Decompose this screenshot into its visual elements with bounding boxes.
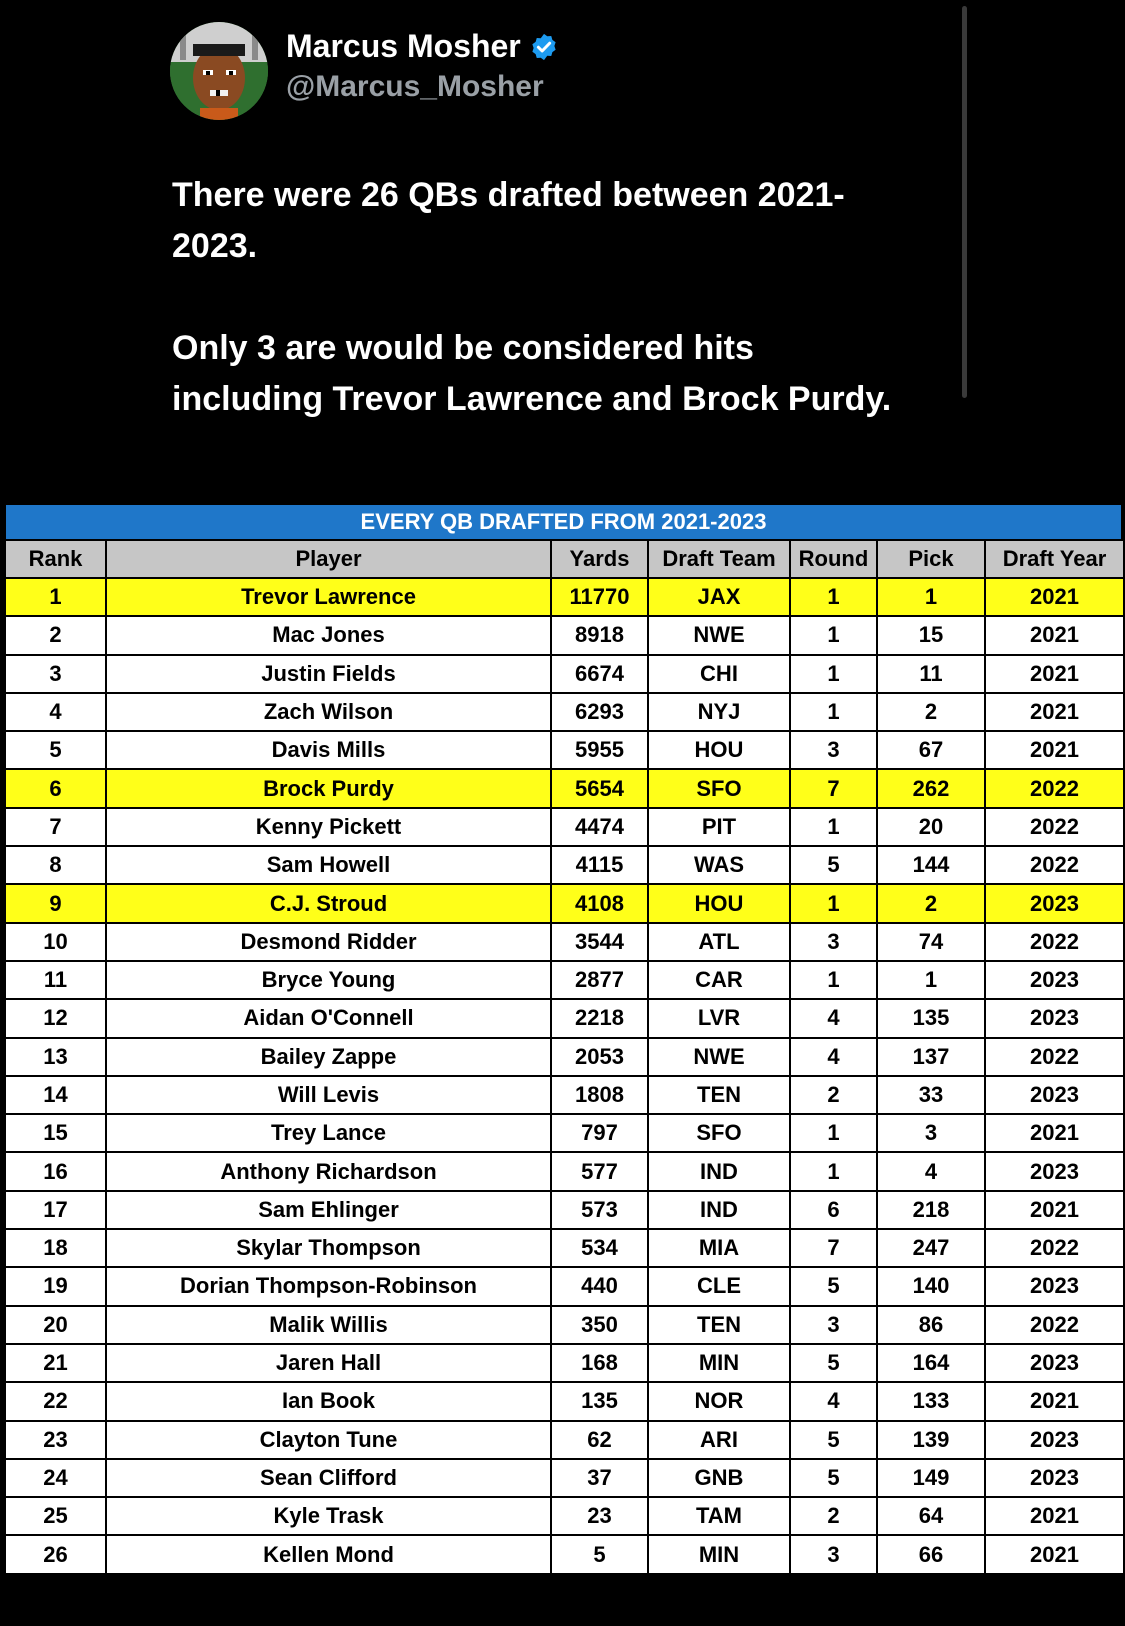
pick-cell: 74 (877, 923, 985, 961)
team-cell: PIT (648, 808, 790, 846)
table-row (5, 769, 1124, 807)
team-cell: WAS (648, 846, 790, 884)
year-cell: 2023 (985, 1459, 1124, 1497)
yards-cell: 23 (551, 1497, 648, 1535)
yards-cell: 440 (551, 1267, 648, 1305)
column-header-draft-team: Draft Team (648, 540, 790, 578)
column-header-pick: Pick (877, 540, 985, 578)
rank-cell: 14 (5, 1076, 106, 1114)
pick-cell: 33 (877, 1076, 985, 1114)
table-row (5, 1497, 1124, 1535)
pick-cell: 133 (877, 1382, 985, 1420)
avatar[interactable] (170, 22, 268, 120)
year-cell: 2023 (985, 1344, 1124, 1382)
pick-cell: 66 (877, 1535, 985, 1573)
rank-cell: 24 (5, 1459, 106, 1497)
rank-cell: 21 (5, 1344, 106, 1382)
rank-cell: 3 (5, 655, 106, 693)
pick-cell: 3 (877, 1114, 985, 1152)
player-cell: Skylar Thompson (106, 1229, 551, 1267)
player-cell: Mac Jones (106, 616, 551, 654)
rank-cell: 12 (5, 999, 106, 1037)
table-row (5, 693, 1124, 731)
pick-cell: 64 (877, 1497, 985, 1535)
verified-badge-icon (529, 32, 559, 62)
scrollbar[interactable] (962, 6, 967, 398)
yards-cell: 3544 (551, 923, 648, 961)
table-row (5, 999, 1124, 1037)
team-cell: SFO (648, 769, 790, 807)
round-cell: 1 (790, 693, 877, 731)
player-cell: Brock Purdy (106, 769, 551, 807)
pick-cell: 2 (877, 693, 985, 731)
round-cell: 5 (790, 1344, 877, 1382)
round-cell: 3 (790, 1306, 877, 1344)
yards-cell: 62 (551, 1421, 648, 1459)
round-cell: 3 (790, 923, 877, 961)
table-row (5, 1076, 1124, 1114)
team-cell: NWE (648, 1038, 790, 1076)
pick-cell: 15 (877, 616, 985, 654)
column-header-round: Round (790, 540, 877, 578)
yards-cell: 5 (551, 1535, 648, 1573)
round-cell: 5 (790, 1421, 877, 1459)
round-cell: 5 (790, 1267, 877, 1305)
round-cell: 5 (790, 1459, 877, 1497)
table-row (5, 1114, 1124, 1152)
team-cell: TAM (648, 1497, 790, 1535)
tweet-paragraph-1: There were 26 QBs drafted between 2021-2023. (172, 176, 845, 265)
year-cell: 2021 (985, 655, 1124, 693)
table-row (5, 1152, 1124, 1190)
yards-cell: 350 (551, 1306, 648, 1344)
year-cell: 2023 (985, 1267, 1124, 1305)
pick-cell: 144 (877, 846, 985, 884)
round-cell: 1 (790, 655, 877, 693)
round-cell: 1 (790, 884, 877, 922)
team-cell: TEN (648, 1306, 790, 1344)
pick-cell: 11 (877, 655, 985, 693)
pick-cell: 20 (877, 808, 985, 846)
qb-table (4, 539, 1125, 1575)
rank-cell: 2 (5, 616, 106, 654)
tweet-card (0, 0, 1125, 496)
table-row (5, 884, 1124, 922)
yards-cell: 4108 (551, 884, 648, 922)
team-cell: ATL (648, 923, 790, 961)
column-header-player: Player (106, 540, 551, 578)
year-cell: 2021 (985, 731, 1124, 769)
round-cell: 5 (790, 846, 877, 884)
pick-cell: 4 (877, 1152, 985, 1190)
player-cell: Jaren Hall (106, 1344, 551, 1382)
year-cell: 2022 (985, 846, 1124, 884)
year-cell: 2022 (985, 923, 1124, 961)
avatar-image (170, 22, 268, 120)
player-cell: Will Levis (106, 1076, 551, 1114)
author-name[interactable]: Marcus Mosher (286, 28, 521, 64)
table-row (5, 961, 1124, 999)
round-cell: 1 (790, 1152, 877, 1190)
rank-cell: 15 (5, 1114, 106, 1152)
round-cell: 2 (790, 1076, 877, 1114)
player-cell: Bailey Zappe (106, 1038, 551, 1076)
rank-cell: 9 (5, 884, 106, 922)
tweet-paragraph-2: Only 3 are would be considered hits including Trevor Lawrence and Brock Purdy. (172, 329, 892, 418)
team-cell: MIN (648, 1344, 790, 1382)
round-cell: 4 (790, 999, 877, 1037)
pick-cell: 140 (877, 1267, 985, 1305)
pick-cell: 1 (877, 961, 985, 999)
year-cell: 2022 (985, 1306, 1124, 1344)
pick-cell: 1 (877, 578, 985, 616)
round-cell: 1 (790, 1114, 877, 1152)
yards-cell: 135 (551, 1382, 648, 1420)
pick-cell: 149 (877, 1459, 985, 1497)
yards-cell: 577 (551, 1152, 648, 1190)
round-cell: 7 (790, 1229, 877, 1267)
team-cell: SFO (648, 1114, 790, 1152)
round-cell: 3 (790, 1535, 877, 1573)
team-cell: ARI (648, 1421, 790, 1459)
rank-cell: 1 (5, 578, 106, 616)
team-cell: IND (648, 1152, 790, 1190)
yards-cell: 1808 (551, 1076, 648, 1114)
year-cell: 2022 (985, 808, 1124, 846)
table-row (5, 1306, 1124, 1344)
team-cell: IND (648, 1191, 790, 1229)
rank-cell: 13 (5, 1038, 106, 1076)
year-cell: 2021 (985, 1114, 1124, 1152)
table-row (5, 846, 1124, 884)
yards-cell: 6293 (551, 693, 648, 731)
table-row (5, 731, 1124, 769)
column-header-yards: Yards (551, 540, 648, 578)
player-cell: Kenny Pickett (106, 808, 551, 846)
table-row (5, 1421, 1124, 1459)
pick-cell: 262 (877, 769, 985, 807)
rank-cell: 8 (5, 846, 106, 884)
team-cell: JAX (648, 578, 790, 616)
player-cell: Clayton Tune (106, 1421, 551, 1459)
author-handle[interactable]: @Marcus_Mosher (286, 70, 544, 103)
rank-cell: 5 (5, 731, 106, 769)
player-cell: Aidan O'Connell (106, 999, 551, 1037)
year-cell: 2023 (985, 961, 1124, 999)
round-cell: 4 (790, 1038, 877, 1076)
yards-cell: 6674 (551, 655, 648, 693)
round-cell: 1 (790, 808, 877, 846)
team-cell: TEN (648, 1076, 790, 1114)
year-cell: 2021 (985, 1535, 1124, 1573)
player-cell: Dorian Thompson-Robinson (106, 1267, 551, 1305)
qb-table-image (4, 503, 1123, 1575)
player-cell: Anthony Richardson (106, 1152, 551, 1190)
rank-cell: 23 (5, 1421, 106, 1459)
player-cell: Davis Mills (106, 731, 551, 769)
table-row (5, 1267, 1124, 1305)
column-header-draft-year: Draft Year (985, 540, 1124, 578)
team-cell: MIN (648, 1535, 790, 1573)
team-cell: NYJ (648, 693, 790, 731)
table-row (5, 1229, 1124, 1267)
pick-cell: 86 (877, 1306, 985, 1344)
year-cell: 2021 (985, 616, 1124, 654)
year-cell: 2023 (985, 1152, 1124, 1190)
player-cell: Bryce Young (106, 961, 551, 999)
yards-cell: 4115 (551, 846, 648, 884)
year-cell: 2023 (985, 999, 1124, 1037)
table-row (5, 1535, 1124, 1573)
rank-cell: 16 (5, 1152, 106, 1190)
pick-cell: 218 (877, 1191, 985, 1229)
round-cell: 4 (790, 1382, 877, 1420)
year-cell: 2022 (985, 1038, 1124, 1076)
yards-cell: 534 (551, 1229, 648, 1267)
yards-cell: 2877 (551, 961, 648, 999)
yards-cell: 573 (551, 1191, 648, 1229)
table-row (5, 808, 1124, 846)
round-cell: 6 (790, 1191, 877, 1229)
table-row (5, 1344, 1124, 1382)
rank-cell: 10 (5, 923, 106, 961)
team-cell: CAR (648, 961, 790, 999)
table-row (5, 616, 1124, 654)
round-cell: 1 (790, 616, 877, 654)
team-cell: MIA (648, 1229, 790, 1267)
tweet-text (172, 170, 892, 425)
rank-cell: 6 (5, 769, 106, 807)
year-cell: 2021 (985, 1382, 1124, 1420)
table-row (5, 1038, 1124, 1076)
year-cell: 2023 (985, 1076, 1124, 1114)
round-cell: 7 (790, 769, 877, 807)
year-cell: 2021 (985, 1191, 1124, 1229)
rank-cell: 17 (5, 1191, 106, 1229)
player-cell: C.J. Stroud (106, 884, 551, 922)
rank-cell: 7 (5, 808, 106, 846)
table-header-row (5, 540, 1124, 578)
round-cell: 2 (790, 1497, 877, 1535)
player-cell: Sean Clifford (106, 1459, 551, 1497)
round-cell: 1 (790, 578, 877, 616)
pick-cell: 247 (877, 1229, 985, 1267)
column-header-rank: Rank (5, 540, 106, 578)
team-cell: CHI (648, 655, 790, 693)
year-cell: 2021 (985, 578, 1124, 616)
author-row (286, 28, 559, 65)
round-cell: 1 (790, 961, 877, 999)
table-row (5, 578, 1124, 616)
yards-cell: 8918 (551, 616, 648, 654)
player-cell: Ian Book (106, 1382, 551, 1420)
pick-cell: 139 (877, 1421, 985, 1459)
year-cell: 2021 (985, 693, 1124, 731)
year-cell: 2023 (985, 884, 1124, 922)
pick-cell: 137 (877, 1038, 985, 1076)
player-cell: Zach Wilson (106, 693, 551, 731)
year-cell: 2022 (985, 1229, 1124, 1267)
team-cell: NWE (648, 616, 790, 654)
player-cell: Sam Howell (106, 846, 551, 884)
yards-cell: 168 (551, 1344, 648, 1382)
player-cell: Trey Lance (106, 1114, 551, 1152)
table-row (5, 1382, 1124, 1420)
team-cell: HOU (648, 884, 790, 922)
rank-cell: 11 (5, 961, 106, 999)
player-cell: Justin Fields (106, 655, 551, 693)
yards-cell: 2053 (551, 1038, 648, 1076)
rank-cell: 26 (5, 1535, 106, 1573)
yards-cell: 11770 (551, 578, 648, 616)
pick-cell: 67 (877, 731, 985, 769)
rank-cell: 20 (5, 1306, 106, 1344)
pick-cell: 2 (877, 884, 985, 922)
yards-cell: 4474 (551, 808, 648, 846)
table-row (5, 1191, 1124, 1229)
rank-cell: 18 (5, 1229, 106, 1267)
table-title: EVERY QB DRAFTED FROM 2021-2023 (4, 503, 1123, 539)
yards-cell: 5955 (551, 731, 648, 769)
table-row (5, 923, 1124, 961)
rank-cell: 19 (5, 1267, 106, 1305)
table-row (5, 1459, 1124, 1497)
player-cell: Sam Ehlinger (106, 1191, 551, 1229)
pick-cell: 164 (877, 1344, 985, 1382)
player-cell: Malik Willis (106, 1306, 551, 1344)
yards-cell: 37 (551, 1459, 648, 1497)
pick-cell: 135 (877, 999, 985, 1037)
table-body (5, 578, 1124, 1574)
rank-cell: 22 (5, 1382, 106, 1420)
player-cell: Desmond Ridder (106, 923, 551, 961)
rank-cell: 25 (5, 1497, 106, 1535)
team-cell: HOU (648, 731, 790, 769)
yards-cell: 2218 (551, 999, 648, 1037)
team-cell: GNB (648, 1459, 790, 1497)
team-cell: LVR (648, 999, 790, 1037)
player-cell: Kellen Mond (106, 1535, 551, 1573)
team-cell: NOR (648, 1382, 790, 1420)
year-cell: 2023 (985, 1421, 1124, 1459)
yards-cell: 5654 (551, 769, 648, 807)
player-cell: Trevor Lawrence (106, 578, 551, 616)
year-cell: 2022 (985, 769, 1124, 807)
team-cell: CLE (648, 1267, 790, 1305)
year-cell: 2021 (985, 1497, 1124, 1535)
player-cell: Kyle Trask (106, 1497, 551, 1535)
table-row (5, 655, 1124, 693)
round-cell: 3 (790, 731, 877, 769)
yards-cell: 797 (551, 1114, 648, 1152)
rank-cell: 4 (5, 693, 106, 731)
